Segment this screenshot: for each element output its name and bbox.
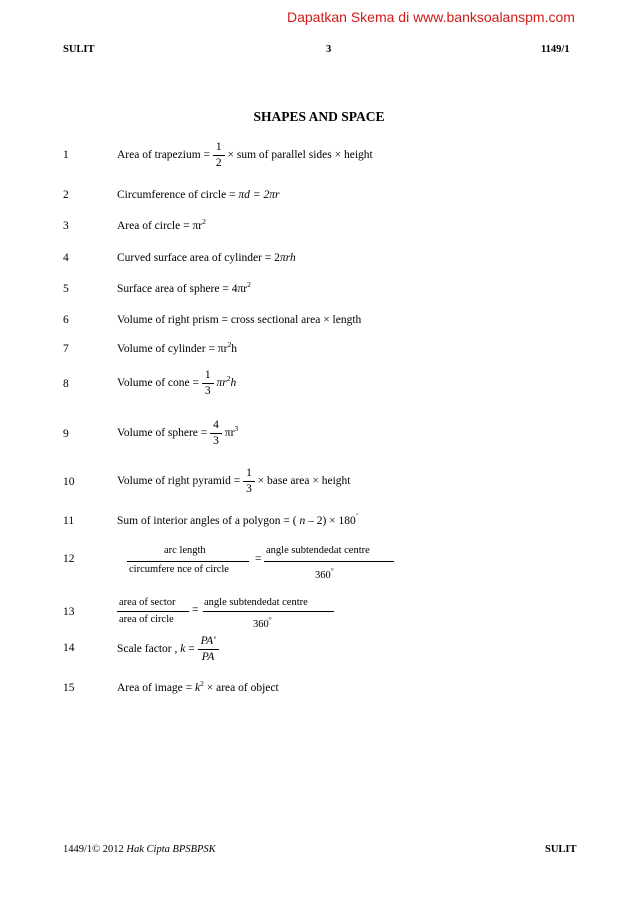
formula-label: Volume of right prism = cross sectional area × length	[117, 314, 362, 326]
formula-label: Circumference of circle =	[117, 189, 236, 201]
denominator: 3	[204, 385, 211, 397]
footer-copyright	[63, 844, 216, 855]
circle-area-denominator: area of circle	[119, 614, 174, 625]
footer-right-label: SULIT	[545, 844, 577, 855]
formula-label: Area of circle = πr	[117, 220, 203, 232]
formula-label: Area of trapezium =	[117, 149, 211, 162]
item-number: 15	[63, 682, 75, 694]
fraction	[210, 418, 222, 449]
formula-volume-sphere	[117, 418, 238, 449]
formula-label: Volume of cone =	[117, 377, 199, 390]
formula-volume-cone	[117, 368, 236, 399]
formula-label: Volume of right pyramid =	[117, 475, 241, 488]
exponent: 2	[200, 679, 204, 688]
formula-label: Scale factor ,	[117, 643, 178, 656]
item-number: 13	[63, 606, 75, 618]
fraction	[243, 466, 255, 497]
formula-trapezium	[117, 140, 373, 171]
denominator: 2	[215, 157, 222, 169]
fraction-bar	[117, 611, 189, 612]
formula-circumference	[117, 189, 279, 201]
item-number: 2	[63, 189, 69, 201]
formula-volume-prism	[117, 314, 361, 326]
formula-curved-surface-cylinder	[117, 252, 296, 264]
formula-label: Sum of interior angles of a polygon = (	[117, 515, 297, 527]
arc-length-numerator: arc length	[164, 545, 206, 556]
degree-symbol: °	[330, 566, 334, 575]
exponent: 2	[247, 280, 251, 289]
formula-label: Curved surface area of cylinder = 2	[117, 252, 280, 264]
formula-expression: × base area × height	[257, 475, 351, 488]
angle-numerator: angle subtendedat centre	[266, 545, 370, 556]
formula-volume-pyramid	[117, 466, 350, 497]
angle-numerator: angle subtendedat centre	[204, 597, 308, 608]
formula-label: Volume of cylinder = πr	[117, 343, 228, 355]
header-paper-code: 1149/1	[541, 44, 570, 55]
formula-expression: × area of object	[206, 682, 279, 694]
header-left-label: SULIT	[63, 44, 95, 55]
sector-numerator: area of sector	[119, 597, 176, 608]
formula-interior-angles	[117, 512, 359, 527]
fraction	[213, 140, 225, 171]
variable: k	[180, 643, 186, 656]
fraction-bar	[127, 561, 249, 562]
fraction	[198, 634, 219, 665]
item-number: 1	[63, 149, 69, 161]
numerator: 1	[213, 140, 225, 156]
circumference-denominator: circumfere nce of circle	[129, 564, 229, 575]
equals-sign: =	[188, 643, 195, 656]
formula-expression: h	[231, 343, 237, 355]
formula-expression: h	[230, 377, 237, 390]
item-number: 14	[63, 642, 75, 654]
degree-denominator	[315, 566, 334, 581]
formula-label: Area of image =	[117, 682, 193, 694]
item-number: 12	[63, 553, 75, 565]
denominator-value: 360	[315, 570, 331, 581]
formula-label: Surface area of sphere = 4πr	[117, 283, 248, 295]
exponent: 3	[234, 424, 239, 434]
degree-symbol: °	[268, 615, 272, 624]
item-number: 11	[63, 515, 75, 527]
item-number: 4	[63, 252, 69, 264]
formula-expression: × sum of parallel sides × height	[227, 149, 373, 162]
variable: n	[299, 515, 306, 527]
formula-label: Volume of sphere =	[117, 427, 208, 440]
equals-sign: =	[192, 604, 199, 616]
item-number: 9	[63, 428, 69, 440]
denominator: 3	[213, 435, 219, 447]
formula-surface-sphere	[117, 280, 251, 295]
formula-volume-cylinder	[117, 340, 237, 355]
variable: k	[195, 682, 201, 694]
degree-symbol: ˚	[355, 512, 359, 521]
page-title: SHAPES AND SPACE	[253, 109, 385, 124]
numerator: PA'	[198, 634, 219, 650]
numerator: 4	[210, 418, 222, 434]
denominator: PA	[201, 651, 215, 663]
formula-expression: πr	[216, 377, 227, 390]
numerator: 1	[243, 466, 255, 482]
fraction-bar	[264, 561, 394, 562]
exponent: 2	[202, 217, 206, 226]
numerator: 1	[202, 368, 214, 384]
watermark-link[interactable]: Dapatkan Skema di www.banksoalanspm.com	[287, 9, 575, 25]
formula-expression: πrh	[279, 252, 296, 264]
equals-sign: =	[255, 553, 262, 565]
item-number: 8	[63, 378, 69, 390]
exponent: 2	[227, 340, 232, 349]
item-number: 6	[63, 314, 69, 326]
formula-area-circle	[117, 217, 206, 232]
fraction-bar	[203, 611, 334, 612]
formula-scale-factor	[117, 634, 219, 665]
fraction	[202, 368, 214, 399]
footer-publisher: Hak Cipta BPSBPSK	[126, 844, 216, 855]
header-page-number: 3	[326, 44, 332, 55]
denominator-value: 360	[253, 619, 269, 630]
item-number: 3	[63, 220, 69, 232]
item-number: 5	[63, 283, 69, 295]
formula-area-image	[117, 679, 279, 694]
formula-expression: πr	[224, 427, 235, 440]
formula-expression: – 2) × 180	[308, 515, 356, 527]
denominator: 3	[246, 483, 252, 495]
degree-denominator	[253, 615, 272, 630]
formula-expression: πd = 2πr	[238, 189, 280, 201]
footer-copyright-text: 1449/1© 2012	[63, 844, 127, 855]
item-number: 7	[63, 343, 69, 355]
item-number: 10	[63, 476, 75, 488]
exponent: 2	[226, 374, 231, 384]
